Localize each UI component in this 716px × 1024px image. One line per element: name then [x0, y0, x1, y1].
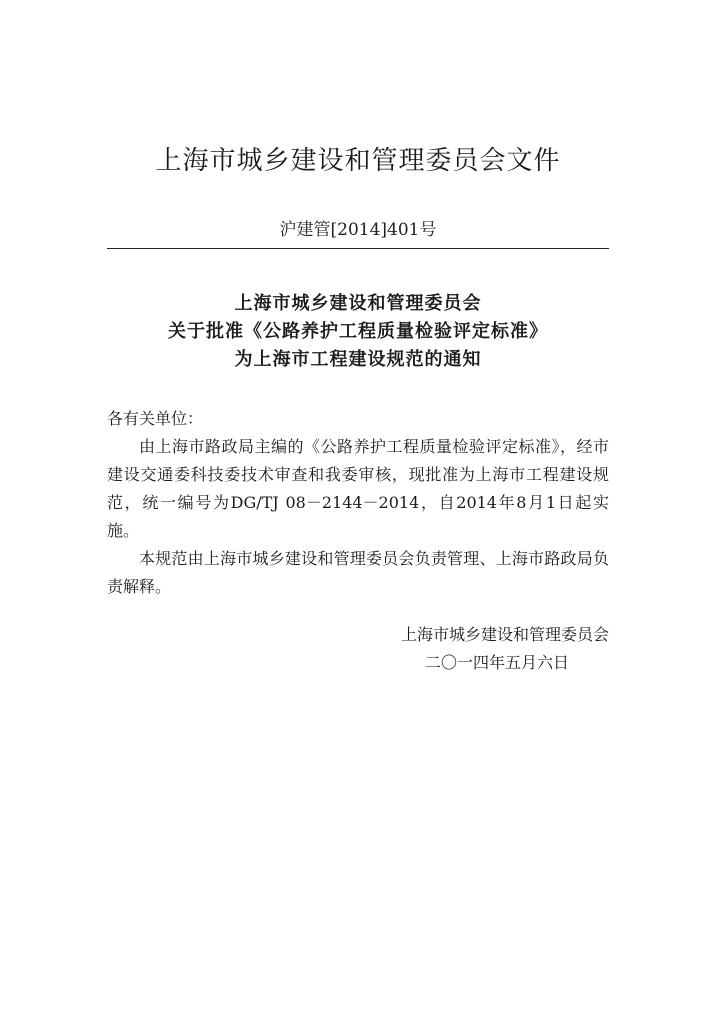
document-header-title: 上海市城乡建设和管理委员会文件 — [155, 146, 561, 176]
notice-title-line-2: 关于批准《公路养护工程质量检验评定标准》 — [168, 321, 548, 342]
body-paragraph-1: 由上海市路政局主编的《公路养护工程质量检验评定标准》，经市建设交通委科技委技术审查和我委审核，现批准为上海市工程建设规范，统一编号为DG/TJ 08－2144－2014，自2014年8月1日起实施。 — [107, 437, 609, 540]
notice-title-line-1: 上海市城乡建设和管理委员会 — [234, 293, 482, 314]
header-divider — [107, 248, 609, 249]
document-number: 沪建管[2014]401号 — [279, 220, 437, 240]
signature-block — [401, 621, 609, 677]
issue-date: 二〇一四年五月六日 — [424, 653, 569, 672]
salutation: 各有关单位： — [107, 409, 204, 428]
notice-title — [0, 290, 716, 374]
notice-body — [107, 405, 609, 601]
notice-title-line-3: 为上海市工程建设规范的通知 — [234, 349, 482, 370]
body-paragraph-2: 本规范由上海市城乡建设和管理委员会负责管理、上海市路政局负责解释。 — [107, 549, 609, 596]
issuer-name: 上海市城乡建设和管理委员会 — [400, 625, 609, 644]
